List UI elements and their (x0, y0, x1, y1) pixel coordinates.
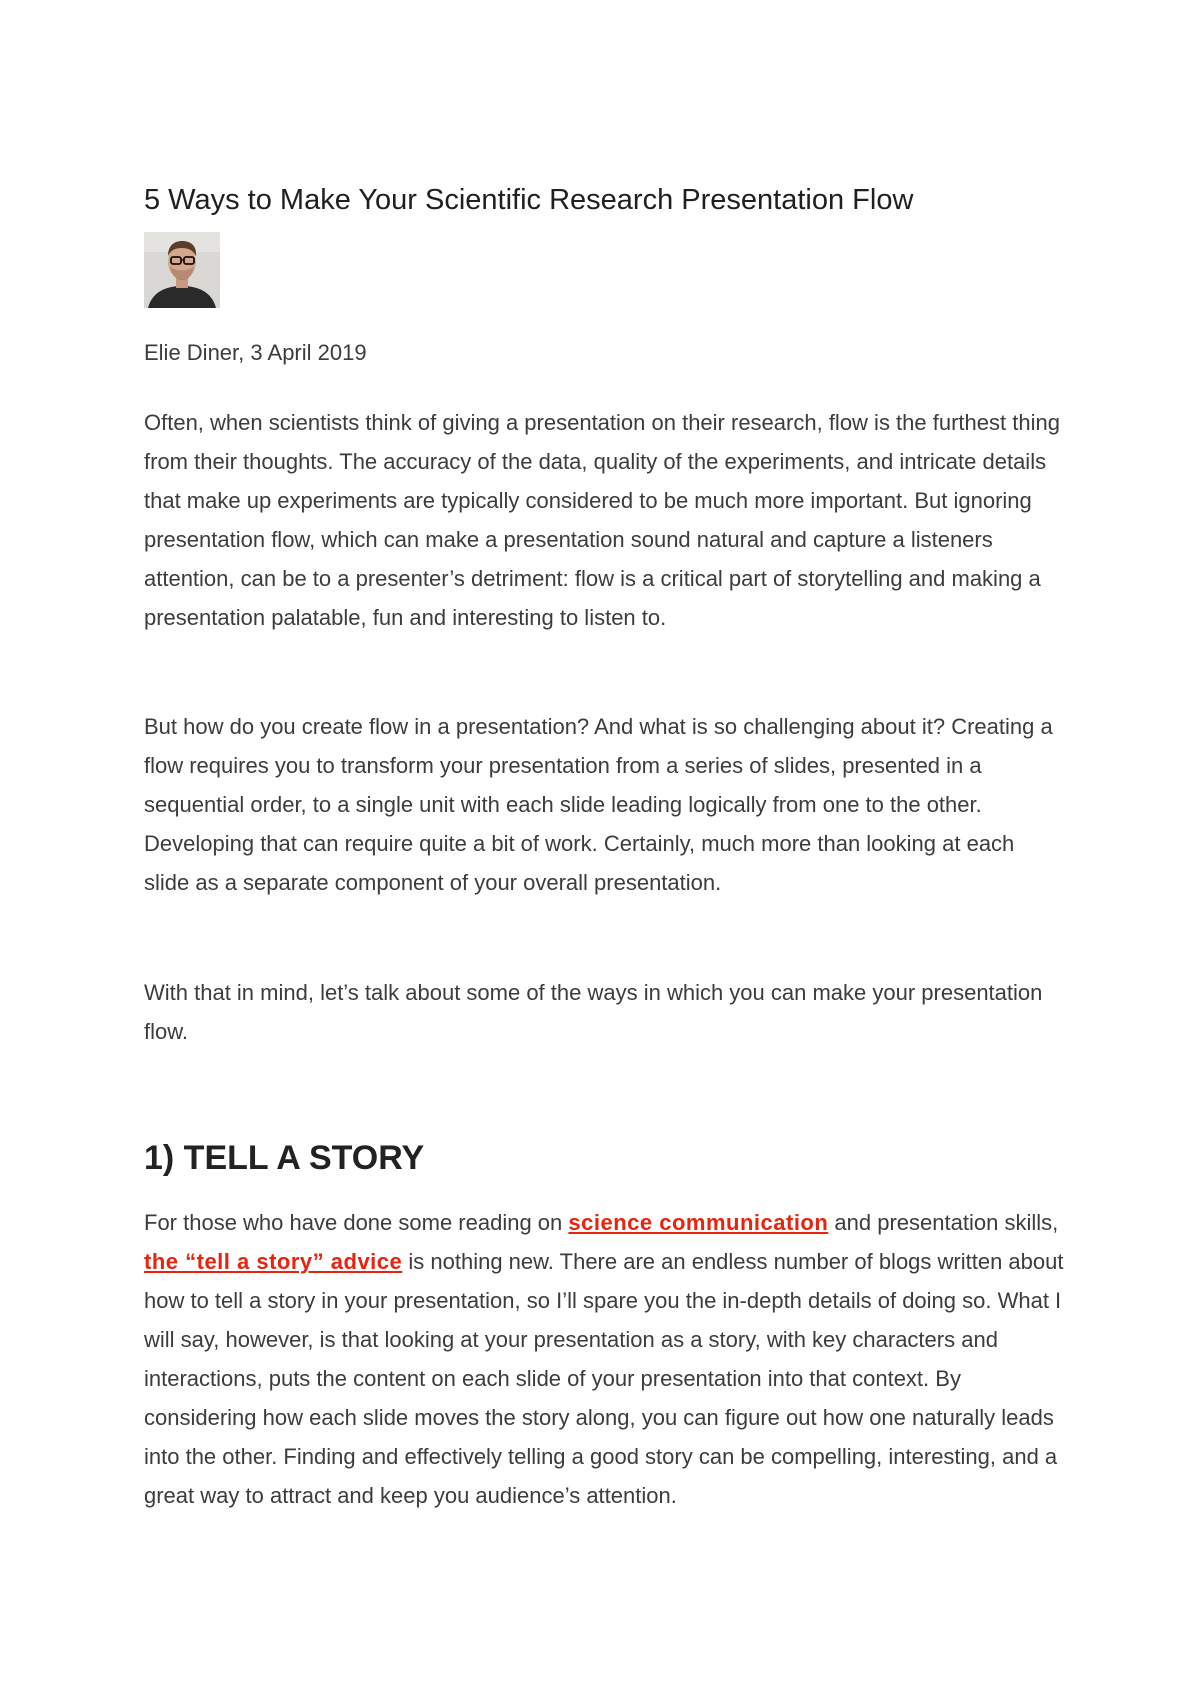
science-communication-link[interactable]: science communication (568, 1210, 829, 1235)
author-photo-icon (144, 232, 220, 308)
paragraph-text: and presentation skills, (828, 1210, 1059, 1235)
intro-paragraph: With that in mind, let’s talk about some of the ways in which you can make your presentation flow. (144, 980, 1043, 1044)
article-title: 5 Ways to Make Your Scientific Research Presentation Flow (144, 184, 914, 216)
section-heading: 1) TELL A STORY (144, 1139, 425, 1177)
paragraph-text: is nothing new. There are an endless number of blogs written about how to tell a story in your presentation, so I’ll spare you the in-depth details of doing so. What I will say, however, is that looking at your presentation as a story, with key characters and interactions, puts the content on each slide of your presentation into that context. By considering how each slide moves the story along, you can figure out how one naturally leads into the other. Finding and effectively telling a good story can be compelling, interesting, and a great way to attract and keep you audience’s attention. (144, 1249, 1064, 1508)
section-paragraph (144, 1203, 1064, 1515)
tell-a-story-advice-link[interactable]: the “tell a story” advice (144, 1249, 403, 1274)
article-byline: Elie Diner, 3 April 2019 (144, 340, 367, 365)
paragraph-text: For those who have done some reading on (144, 1210, 569, 1235)
author-avatar (144, 232, 220, 308)
intro-paragraph: But how do you create flow in a presentation? And what is so challenging about it? Creating a flow requires you to transform your presentation from a series of slides, presented in a sequential order, to a single unit with each slide leading logically from one to the other. Developing that can require quite a bit of work. Certainly, much more than looking at each slide as a separate component of your overall presentation. (144, 714, 1053, 895)
intro-paragraph: Often, when scientists think of giving a presentation on their research, flow is the furthest thing from their thoughts. The accuracy of the data, quality of the experiments, and intricate details that make up experiments are typically considered to be much more important. But ignoring presentation flow, which can make a presentation sound natural and capture a listeners attention, can be to a presenter’s detriment: flow is a critical part of storytelling and making a presentation palatable, fun and interesting to listen to. (144, 410, 1060, 630)
